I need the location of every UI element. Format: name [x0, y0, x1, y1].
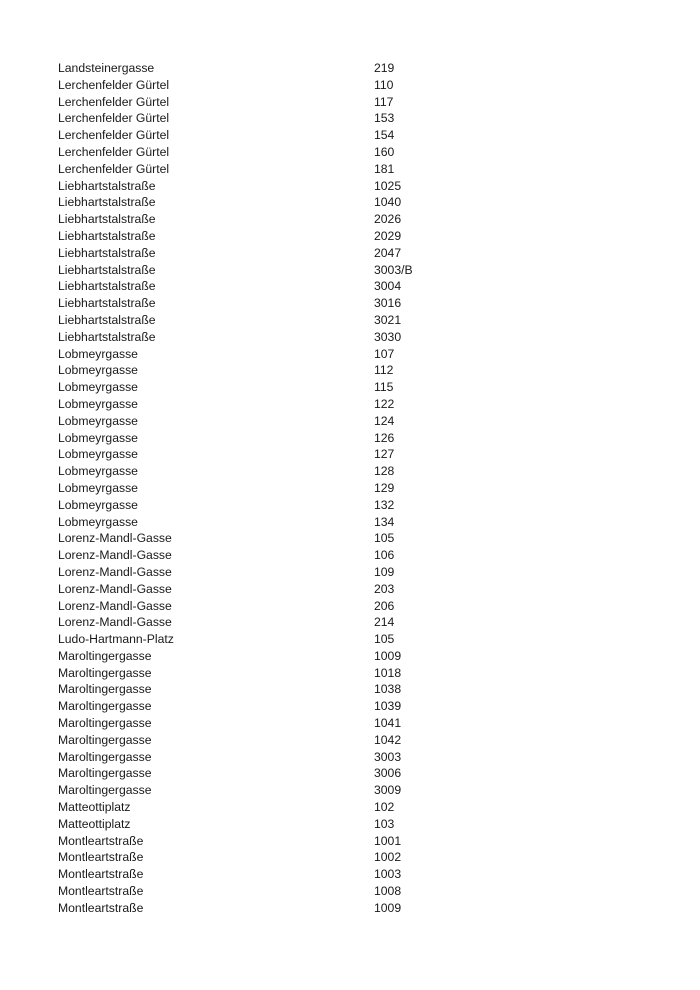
table-row	[58, 329, 642, 346]
street-name-cell: Maroltingergasse	[58, 766, 152, 781]
address-number-cell: 1025	[374, 178, 402, 193]
address-number-cell: 1002	[374, 850, 402, 865]
street-name-cell: Maroltingergasse	[58, 665, 152, 680]
table-row	[58, 413, 642, 430]
table-row	[58, 346, 642, 363]
address-number-cell: 3030	[374, 329, 402, 344]
address-number-cell: 181	[374, 161, 395, 176]
street-name-cell: Lobmeyrgasse	[58, 363, 138, 378]
address-number-cell: 102	[374, 800, 395, 815]
table-row	[58, 883, 642, 900]
address-number-cell: 1038	[374, 682, 402, 697]
street-name-cell: Matteottiplatz	[58, 800, 131, 815]
address-number-cell: 154	[374, 128, 395, 143]
table-row	[58, 262, 642, 279]
street-name-cell: Maroltingergasse	[58, 749, 152, 764]
street-name-cell: Landsteinergasse	[58, 61, 155, 75]
address-number-cell: 117	[374, 94, 394, 109]
street-name-cell: Liebhartstalstraße	[58, 262, 156, 277]
address-number-cell: 105	[374, 632, 395, 647]
street-name-cell: Liebhartstalstraße	[58, 212, 156, 227]
table-row	[58, 715, 642, 732]
street-name-cell: Liebhartstalstraße	[58, 228, 156, 243]
table-row	[58, 765, 642, 782]
street-name-cell: Liebhartstalstraße	[58, 312, 156, 327]
street-name-cell: Lorenz-Mandl-Gasse	[58, 615, 172, 630]
address-number-cell: 1018	[374, 665, 402, 680]
table-row	[58, 782, 642, 799]
table-row	[58, 816, 642, 833]
address-number-cell: 127	[374, 447, 395, 462]
table-row	[58, 581, 642, 598]
street-name-cell: Lerchenfelder Gürtel	[58, 161, 170, 176]
address-number-cell: 3003	[374, 749, 402, 764]
street-name-cell: Lobmeyrgasse	[58, 480, 138, 495]
table-row	[58, 547, 642, 564]
table-row	[58, 295, 642, 312]
table-row	[58, 77, 642, 94]
table-row	[58, 665, 642, 682]
address-number-cell: 1001	[374, 833, 402, 848]
street-name-cell: Liebhartstalstraße	[58, 195, 156, 210]
address-number-cell: 132	[374, 497, 395, 512]
table-row	[58, 598, 642, 615]
table-row	[58, 681, 642, 698]
street-name-cell: Lorenz-Mandl-Gasse	[58, 564, 172, 579]
table-row	[58, 463, 642, 480]
table-body	[58, 60, 642, 917]
table-row	[58, 849, 642, 866]
address-number-cell: 203	[374, 581, 395, 596]
table-row	[58, 194, 642, 211]
address-number-cell: 153	[374, 111, 395, 126]
address-number-cell: 1041	[374, 716, 402, 731]
street-name-cell: Lobmeyrgasse	[58, 430, 138, 445]
street-name-cell: Lobmeyrgasse	[58, 346, 138, 361]
street-name-cell: Lorenz-Mandl-Gasse	[58, 598, 172, 613]
street-name-cell: Maroltingergasse	[58, 699, 152, 714]
address-number-cell: 2029	[374, 228, 402, 243]
address-number-cell: 103	[374, 816, 395, 831]
table-row	[58, 127, 642, 144]
address-number-cell: 107	[374, 346, 395, 361]
street-name-cell: Lobmeyrgasse	[58, 447, 138, 462]
address-number-cell: 106	[374, 548, 395, 563]
street-name-cell: Liebhartstalstraße	[58, 245, 156, 260]
street-name-cell: Montleartstraße	[58, 867, 144, 882]
street-name-cell: Montleartstraße	[58, 850, 144, 865]
table-row	[58, 698, 642, 715]
street-name-cell: Liebhartstalstraße	[58, 279, 156, 294]
table-row	[58, 564, 642, 581]
address-number-cell: 124	[374, 413, 395, 428]
address-number-cell: 109	[374, 564, 395, 579]
street-name-cell: Maroltingergasse	[58, 732, 152, 747]
address-number-cell: 2026	[374, 212, 402, 227]
table-row	[58, 833, 642, 850]
table-row	[58, 144, 642, 161]
address-number-cell: 206	[374, 598, 395, 613]
address-number-cell: 214	[374, 615, 395, 630]
address-number-cell: 115	[374, 380, 394, 395]
table-row	[58, 60, 642, 77]
table-row	[58, 631, 642, 648]
table-row	[58, 799, 642, 816]
table-row	[58, 396, 642, 413]
table-row	[58, 278, 642, 295]
street-name-cell: Lerchenfelder Gürtel	[58, 128, 170, 143]
street-name-cell: Lobmeyrgasse	[58, 514, 138, 529]
address-number-cell: 2047	[374, 245, 402, 260]
address-number-cell: 110	[374, 77, 394, 92]
street-name-cell: Lerchenfelder Gürtel	[58, 111, 170, 126]
address-number-cell: 105	[374, 531, 395, 546]
table-row	[58, 866, 642, 883]
table-row	[58, 228, 642, 245]
address-number-cell: 122	[374, 396, 395, 411]
table-row	[58, 614, 642, 631]
address-number-cell: 3006	[374, 766, 402, 781]
table-row	[58, 900, 642, 917]
street-name-cell: Liebhartstalstraße	[58, 296, 156, 311]
table-row	[58, 110, 642, 127]
street-name-cell: Montleartstraße	[58, 900, 144, 915]
table-row	[58, 497, 642, 514]
street-name-cell: Maroltingergasse	[58, 648, 152, 663]
street-name-cell: Montleartstraße	[58, 833, 144, 848]
table-row	[58, 178, 642, 195]
address-number-cell: 3003/B	[374, 262, 413, 277]
street-name-cell: Lobmeyrgasse	[58, 380, 138, 395]
street-name-cell: Lerchenfelder Gürtel	[58, 94, 170, 109]
address-number-cell: 160	[374, 144, 395, 159]
table-row	[58, 530, 642, 547]
address-number-cell: 1039	[374, 699, 402, 714]
address-number-cell: 3016	[374, 296, 402, 311]
street-address-table	[58, 60, 642, 917]
address-number-cell: 112	[374, 363, 394, 378]
street-name-cell: Liebhartstalstraße	[58, 329, 156, 344]
street-name-cell: Lobmeyrgasse	[58, 396, 138, 411]
address-number-cell: 128	[374, 464, 395, 479]
address-number-cell: 1003	[374, 867, 402, 882]
address-number-cell: 126	[374, 430, 395, 445]
table-row	[58, 749, 642, 766]
street-name-cell: Lobmeyrgasse	[58, 497, 138, 512]
street-name-cell: Lobmeyrgasse	[58, 464, 138, 479]
table-row	[58, 211, 642, 228]
table-row	[58, 94, 642, 111]
table-row	[58, 648, 642, 665]
address-number-cell: 129	[374, 480, 395, 495]
street-name-cell: Maroltingergasse	[58, 682, 152, 697]
street-name-cell: Maroltingergasse	[58, 783, 152, 798]
street-name-cell: Lobmeyrgasse	[58, 413, 138, 428]
address-number-cell: 3009	[374, 783, 402, 798]
table-row	[58, 446, 642, 463]
street-name-cell: Lerchenfelder Gürtel	[58, 77, 170, 92]
street-name-cell: Lorenz-Mandl-Gasse	[58, 548, 172, 563]
address-number-cell: 1040	[374, 195, 402, 210]
address-number-cell: 1009	[374, 900, 402, 915]
table-row	[58, 161, 642, 178]
street-name-cell: Liebhartstalstraße	[58, 178, 156, 193]
address-number-cell: 1009	[374, 648, 402, 663]
table-row	[58, 362, 642, 379]
table-row	[58, 732, 642, 749]
table-row	[58, 514, 642, 531]
table-row	[58, 245, 642, 262]
address-number-cell: 1008	[374, 884, 402, 899]
street-name-cell: Matteottiplatz	[58, 816, 131, 831]
table-row	[58, 480, 642, 497]
address-number-cell: 1042	[374, 732, 402, 747]
table-row	[58, 312, 642, 329]
street-name-cell: Lorenz-Mandl-Gasse	[58, 581, 172, 596]
table-row	[58, 430, 642, 447]
street-name-cell: Montleartstraße	[58, 884, 144, 899]
street-name-cell: Maroltingergasse	[58, 716, 152, 731]
street-name-cell: Lerchenfelder Gürtel	[58, 144, 170, 159]
address-number-cell: 3004	[374, 279, 402, 294]
address-number-cell: 219	[374, 61, 395, 75]
address-number-cell: 3021	[374, 312, 402, 327]
table-row	[58, 379, 642, 396]
street-name-cell: Lorenz-Mandl-Gasse	[58, 531, 172, 546]
address-number-cell: 134	[374, 514, 395, 529]
street-name-cell: Ludo-Hartmann-Platz	[58, 632, 174, 647]
